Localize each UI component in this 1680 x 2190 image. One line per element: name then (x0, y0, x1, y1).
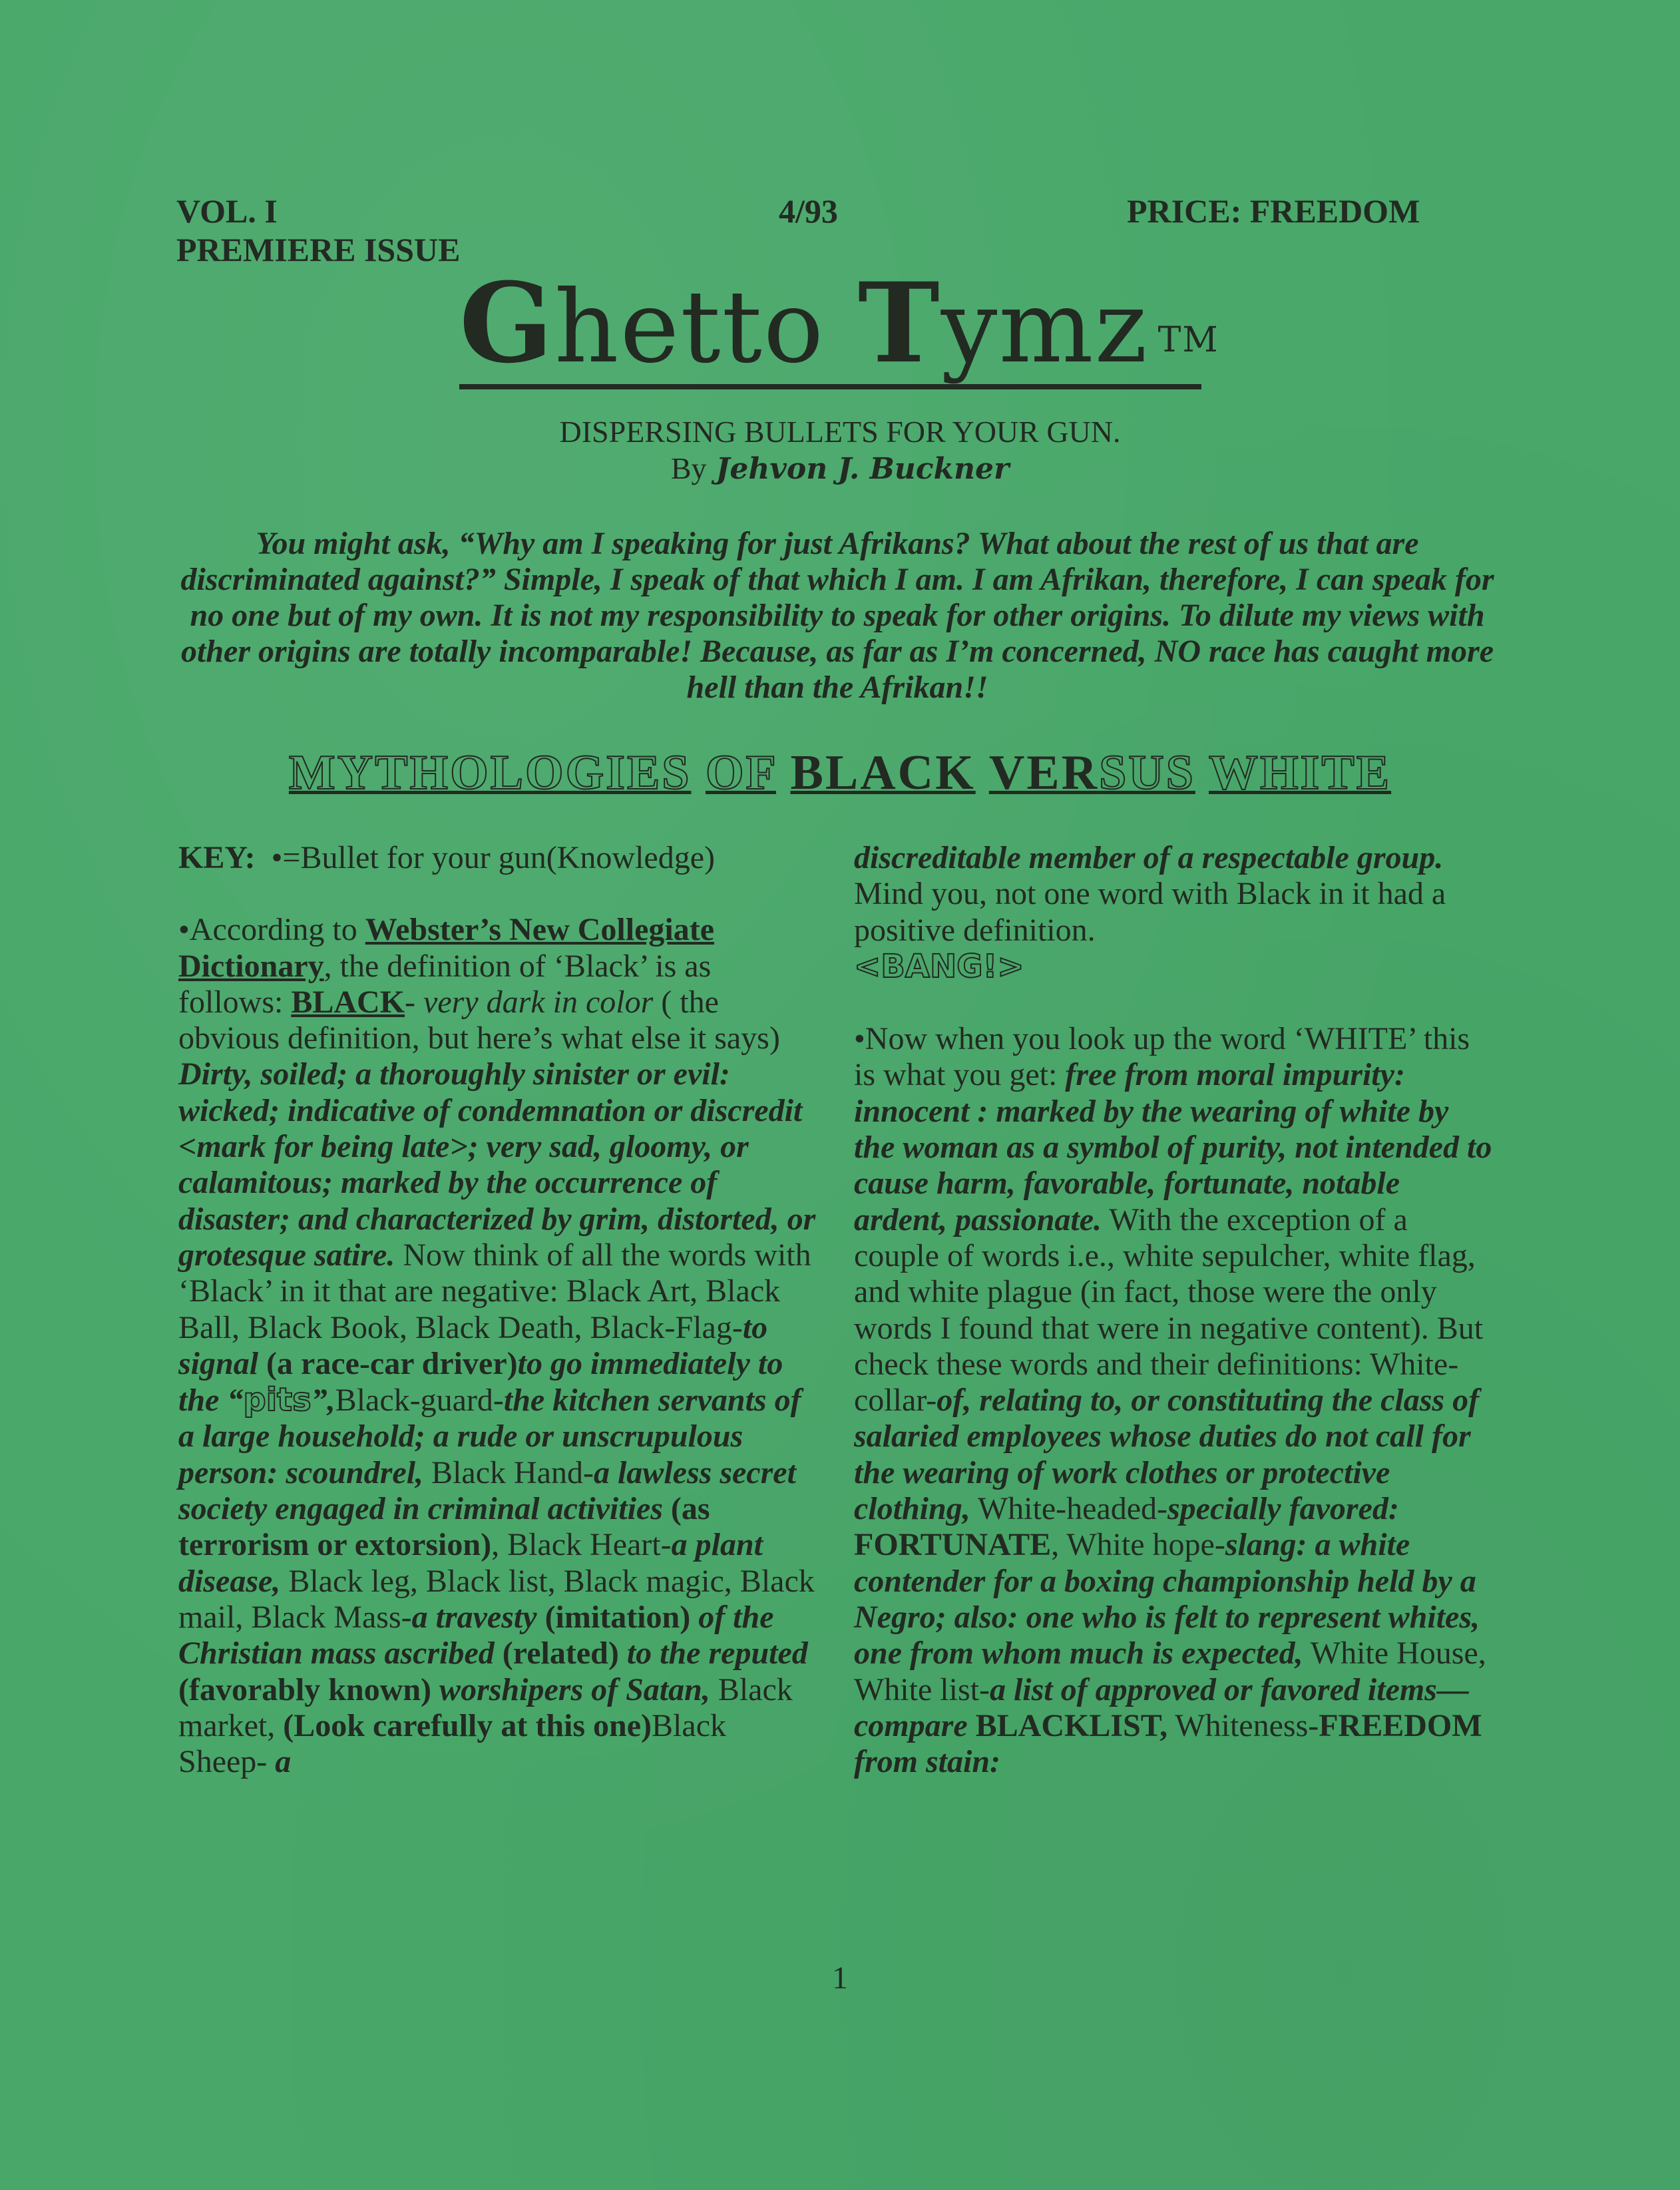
masthead-word-1: hetto (554, 270, 858, 385)
volume-issue (176, 192, 461, 269)
text-run: specially favored: (1167, 1491, 1399, 1527)
text-run: of, relating to, or constituting the class of salaried employees whose duties do not call for the wearing of work clothes or protective clothing, (854, 1383, 1480, 1527)
headline-word-sus: SUS (1099, 746, 1195, 800)
tagline: DISPERSING BULLETS FOR YOUR GUN. (559, 415, 1121, 449)
masthead-word-2: ymz (941, 270, 1149, 385)
dictionary-title: Webster’s New Collegiate Dictionary (178, 912, 715, 984)
text-run: Whiteness- (1167, 1707, 1319, 1743)
text-run: a lawless secret society engaged in criminal activities (178, 1454, 796, 1527)
text-run: to go immediately to the “ (178, 1345, 783, 1419)
text-run: FREEDOM (1319, 1707, 1482, 1743)
text-run: Black Sheep- (178, 1707, 726, 1780)
text-run: White-headed- (970, 1491, 1167, 1527)
pits-word: pits (243, 1381, 312, 1419)
text-run: (favorably known) (178, 1671, 440, 1707)
text-run: very dark in color (423, 984, 654, 1020)
text-run: Now think of all the words with ‘Black’ in it that are negative: Black Art, Black Ball, Black Book, Black Death, Black-Flag- (178, 1237, 811, 1345)
text-run: free from moral impurity: innocent : marked by the wearing of white by the woman as a symbol of purity, not intended to cause harm, favorable, fortunate, notable ardent, passionate. (854, 1057, 1492, 1237)
text-run: ( the obvious definition, but here’s what else it says) (178, 984, 780, 1056)
text-run: With the exception of a couple of words i.e., white sepulcher, white flag, and white plague (in fact, those were the only words I found that were in negative content). But check these words and their definitions: White-collar- (854, 1202, 1484, 1419)
text-run: FORTUNATE (854, 1527, 1052, 1563)
black-definition-continued (854, 840, 1493, 985)
byline-prefix: By (670, 451, 707, 485)
text-run: ”, (311, 1383, 335, 1419)
intro-paragraph: You might ask, “Why am I speaking for just Afrikans? What about the rest of us that are discriminated against?” Simple, I speak of that which I am. I am Afrikan, therefore, I can speak for no one but of my own. It is not my responsibility to speak for other origins. To dilute my views with other origins are totally incomparable! Because, as far as I’m concerned, NO race has caught more hell than the Afrikan!! (180, 526, 1494, 705)
text-run: slang: a white contender for a boxing championship held by a Negro; also: one who is felt to represent whites, one from whom much is expected, (854, 1527, 1480, 1671)
text-run: a (275, 1744, 292, 1780)
issue-label: PREMIERE ISSUE (176, 231, 461, 268)
text-run: White House, White list- (854, 1636, 1486, 1707)
right-column (854, 840, 1493, 1816)
text-run: , the definition of ‘Black’ is as follows: (178, 948, 712, 1020)
text-run: Black market, (178, 1671, 793, 1743)
text-run: a list of approved or favored items— compare (854, 1671, 1469, 1743)
text-run: Black leg, Black list, Black magic, Black mail, Black Mass- (178, 1563, 815, 1635)
headline-word-of: OF (705, 746, 776, 800)
text-run: of the Christian mass ascribed (178, 1599, 774, 1671)
headline-word-white: WHITE (1209, 746, 1392, 800)
text-run: , Black Heart- (491, 1527, 672, 1563)
masthead-title (459, 258, 1219, 389)
issue-date: 4/93 (779, 192, 838, 230)
black-definition-paragraph (178, 912, 817, 1780)
text-run: Black Hand- (423, 1454, 594, 1490)
text-run: the kitchen servants of a large household; a rude or unscrupulous person: scoundrel, (178, 1383, 801, 1490)
black-term: BLACK (291, 984, 405, 1020)
masthead-initial-g: G (459, 258, 554, 387)
left-column (178, 840, 817, 1816)
headline-word-ver: VER (988, 746, 1100, 800)
text-run: discreditable member of a respectable group. (854, 840, 1444, 875)
text-run: (Look carefully at this one) (283, 1707, 652, 1743)
key-text: •=Bullet for your gun(Knowledge) (271, 840, 715, 875)
key-line (178, 840, 817, 876)
text-run: a travesty (411, 1599, 537, 1635)
text-run: (a race-car driver) (258, 1345, 518, 1381)
page-number: 1 (832, 1960, 848, 1996)
article-headline (0, 743, 1680, 803)
headline-word-black: BLACK (790, 746, 976, 800)
text-run: - (405, 984, 424, 1020)
masthead-initial-t: T (857, 258, 941, 387)
text-run: (imitation) (536, 1599, 699, 1635)
text-run: to signal (178, 1309, 768, 1381)
key-label: KEY: (178, 840, 256, 875)
trademark-mark: TM (1157, 320, 1219, 360)
text-run: from stain: (854, 1744, 1001, 1780)
byline (0, 450, 1680, 488)
volume-label: VOL. I (176, 192, 278, 230)
text-run: a plant disease, (178, 1527, 763, 1599)
text-run: (as terrorism or extorsion) (178, 1491, 710, 1563)
price-label: PRICE: FREEDOM (1127, 192, 1420, 230)
headline-word-mythologies: MYTHOLOGIES (288, 746, 692, 800)
text-run: Mind you, not one word with Black in it had a positive definition. (854, 876, 1446, 948)
text-run: Black-guard- (335, 1383, 504, 1419)
text-run: •Now when you look up the word ‘WHITE’ this is what you get: (854, 1021, 1470, 1093)
text-run: to the reputed (626, 1636, 808, 1671)
text-run: , White hope- (1051, 1527, 1225, 1563)
bang-word: <BANG!> (854, 947, 1024, 985)
author-signature: Jehvon J. Buckner (716, 452, 1010, 486)
text-run: worshipers of Satan, (439, 1671, 710, 1707)
text-run: BLACKLIST, (967, 1707, 1168, 1743)
white-definition-paragraph (854, 1021, 1493, 1780)
text-run: Dirty, soiled; a thoroughly sinister or evil: wicked; indicative of condemnation or discredit <mark for being late>; very sad, gloomy, or calamitous; marked by the occurrence of disaster; and characterized by grim, distorted, or grotesque satire. (178, 1056, 816, 1273)
text-run: •According to (178, 912, 365, 948)
text-run: (related) (494, 1636, 627, 1671)
